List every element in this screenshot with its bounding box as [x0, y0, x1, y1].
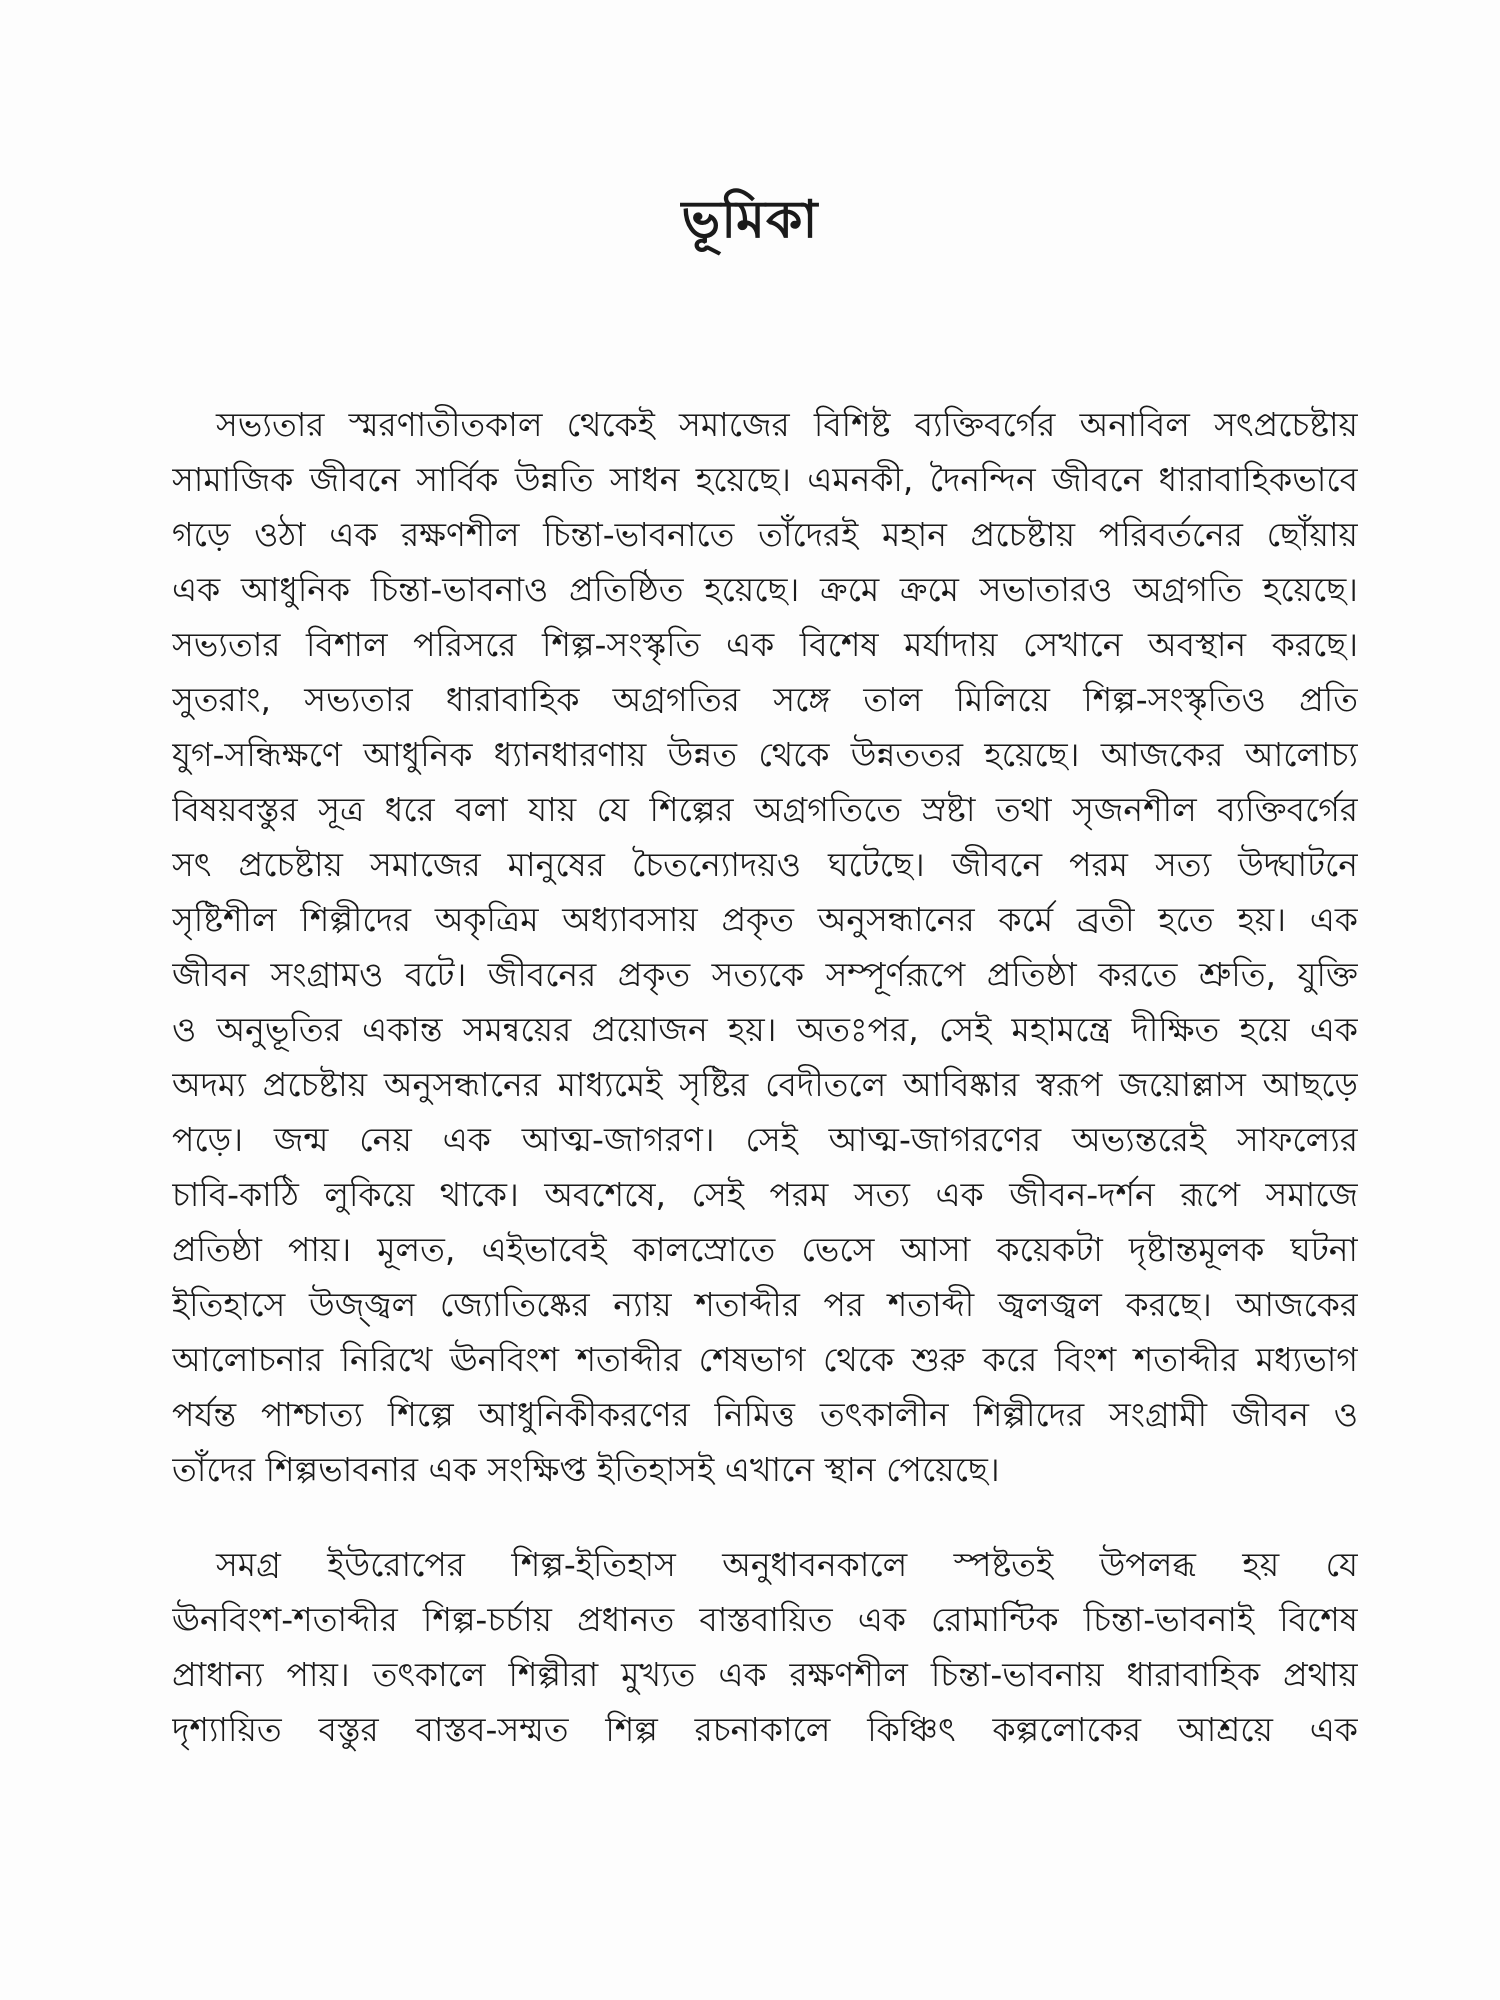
page-title: ভূমিকা [681, 190, 819, 250]
text-line: প্রতিষ্ঠা পায়। মূলত, এইভাবেই কালস্রোতে ভেসে আসা কয়েকটা দৃষ্টান্তমূলক ঘটনা [172, 1230, 1358, 1269]
text-line: সৃষ্টিশীল শিল্পীদের অকৃত্রিম অধ্যাবসায় প্রকৃত অনুসন্ধানের কর্মে ব্রতী হতে হয়। এক [172, 900, 1358, 939]
text-line: পড়ে। জন্ম নেয় এক আত্ম-জাগরণ। সেই আত্ম-জাগরণের অভ্যন্তরেই সাফল্যের [172, 1120, 1358, 1159]
text-line: সৎ প্রচেষ্টায় সমাজের মানুষের চৈতন্যোদয়ও ঘটেছে। জীবনে পরম সত্য উদ্ঘাটনে [172, 845, 1358, 884]
text-line: জীবন সংগ্রামও বটে। জীবনের প্রকৃত সত্যকে সম্পূর্ণরূপে প্রতিষ্ঠা করতে শ্রুতি, যুক্তি [172, 955, 1358, 994]
text-line: সামাজিক জীবনে সার্বিক উন্নতি সাধন হয়েছে। এমনকী, দৈনন্দিন জীবনে ধারাবাহিকভাবে [172, 460, 1358, 499]
text-line: দৃশ্যায়িত বস্তুর বাস্তব-সম্মত শিল্প রচনাকালে কিঞ্চিৎ কল্পলোকের আশ্রয়ে এক [172, 1710, 1358, 1749]
paragraph [172, 1537, 1358, 1757]
text-line: তাঁদের শিল্পভাবনার এক সংক্ষিপ্ত ইতিহাসই এখানে স্থান পেয়েছে। [172, 1450, 1000, 1489]
text-line: চাবি-কাঠি লুকিয়ে থাকে। অবশেষে, সেই পরম সত্য এক জীবন-দর্শন রূপে সমাজে [172, 1175, 1358, 1214]
text-line: যুগ-সন্ধিক্ষণে আধুনিক ধ্যানধারণায় উন্নত থেকে উন্নততর হয়েছে। আজকের আলোচ্য [172, 735, 1358, 774]
text-line: ঊনবিংশ-শতাব্দীর শিল্প-চর্চায় প্রধানত বাস্তবায়িত এক রোমান্টিক চিন্তা-ভাবনাই বিশেষ [172, 1600, 1358, 1639]
text-line: পর্যন্ত পাশ্চাত্য শিল্পে আধুনিকীকরণের নিমিত্ত তৎকালীন শিল্পীদের সংগ্রামী জীবন ও [172, 1395, 1358, 1434]
text-line: সভ্যতার স্মরণাতীতকাল থেকেই সমাজের বিশিষ্ট ব্যক্তিবর্গের অনাবিল সৎপ্রচেষ্টায় [216, 405, 1358, 444]
text-line: এক আধুনিক চিন্তা-ভাবনাও প্রতিষ্ঠিত হয়েছে। ক্রমে ক্রমে সভাতারও অগ্রগতি হয়েছে। [172, 570, 1358, 609]
text-line: গড়ে ওঠা এক রক্ষণশীল চিন্তা-ভাবনাতে তাঁদেরই মহান প্রচেষ্টায় পরিবর্তনের ছোঁয়ায় [172, 515, 1358, 554]
text-line: আলোচনার নিরিখে ঊনবিংশ শতাব্দীর শেষভাগ থেকে শুরু করে বিংশ শতাব্দীর মধ্যভাগ [172, 1340, 1358, 1379]
body-text [172, 397, 1358, 1757]
paragraph-gap [172, 1497, 1358, 1537]
text-line: বিষয়বস্তুর সূত্র ধরে বলা যায় যে শিল্পের অগ্রগতিতে স্রষ্টা তথা সৃজনশীল ব্যক্তিবর্গের [172, 790, 1358, 829]
text-line: সমগ্র ইউরোপের শিল্প-ইতিহাস অনুধাবনকালে স্পষ্টতই উপলব্ধ হয় যে [216, 1545, 1358, 1584]
text-line: ইতিহাসে উজ্জ্বল জ্যোতিষ্কের ন্যায় শতাব্দীর পর শতাব্দী জ্বলজ্বল করছে। আজকের [172, 1285, 1358, 1324]
text-line: সুতরাং, সভ্যতার ধারাবাহিক অগ্রগতির সঙ্গে তাল মিলিয়ে শিল্প-সংস্কৃতিও প্রতি [172, 680, 1358, 719]
paragraph [172, 397, 1358, 1497]
paragraph-container [172, 397, 1358, 1757]
text-line: সভ্যতার বিশাল পরিসরে শিল্প-সংস্কৃতি এক বিশেষ মর্যাদায় সেখানে অবস্থান করছে। [172, 625, 1358, 664]
text-line: অদম্য প্রচেষ্টায় অনুসন্ধানের মাধ্যমেই সৃষ্টির বেদীতলে আবিষ্কার স্বরূপ জয়োল্লাস আছড়ে [172, 1065, 1358, 1104]
text-line: প্রাধান্য পায়। তৎকালে শিল্পীরা মুখ্যত এক রক্ষণশীল চিন্তা-ভাবনায় ধারাবাহিক প্রথায় [172, 1655, 1358, 1694]
text-line: ও অনুভূতির একান্ত সমন্বয়ের প্রয়োজন হয়। অতঃপর, সেই মহামন্ত্রে দীক্ষিত হয়ে এক [172, 1010, 1358, 1049]
